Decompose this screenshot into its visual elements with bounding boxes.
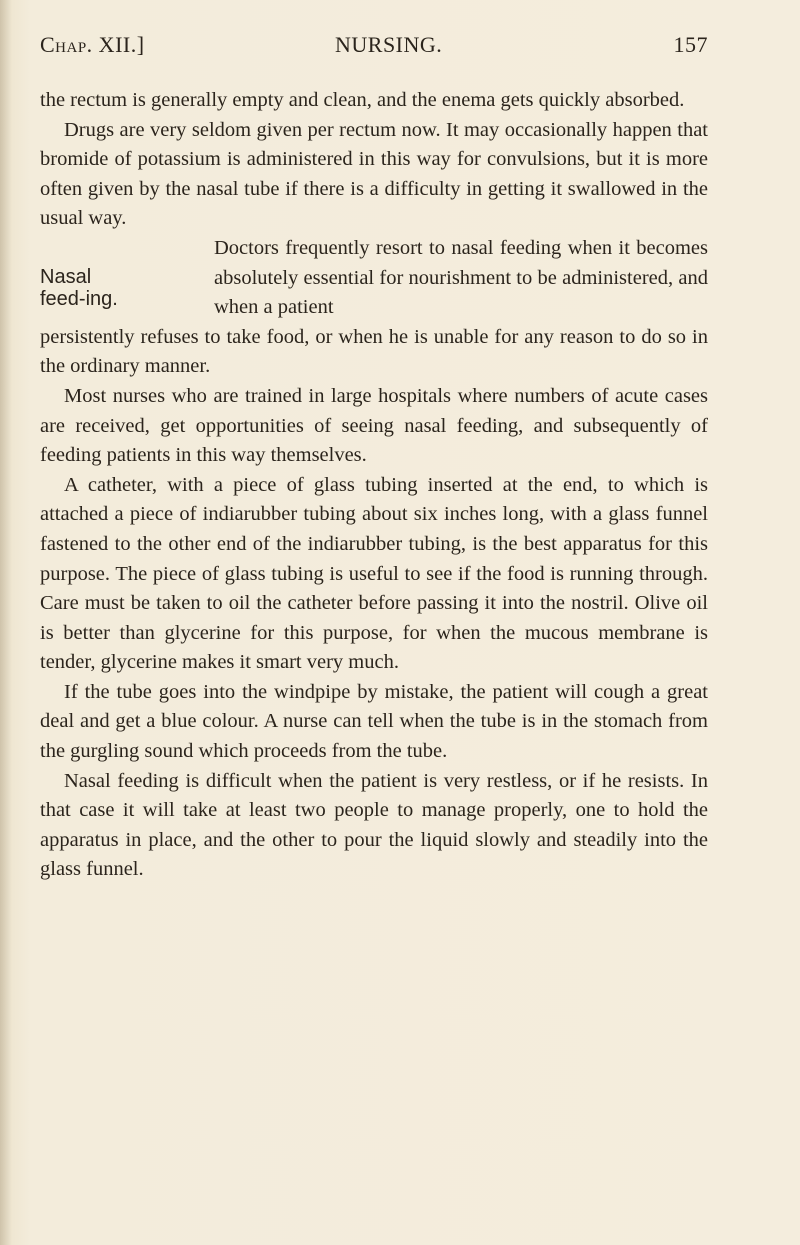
paragraph-5: A catheter, with a piece of glass tubing inserted at the end, to which is attached a piece of indiarubber tubing about six inches long, with a glass funnel fastened to the other end of the indiarubber tubing, is the best apparatus for this purpose. The piece of glass tubing is useful to see if the food is running through. Care must be taken to oil the catheter before passing it into the nostril. Olive oil is better than glycerine for this purpose, for when the mucous membrane is tender, glycerine makes it smart very much. — [40, 473, 708, 674]
chapter-label: Chap. XII.] — [40, 32, 145, 57]
paragraph-2: Drugs are very seldom given per rectum now. It may occasionally happen that bromide of potassium is administered in this way for convulsions, but it is more often given by the nasal tube if there is a difficulty in getting it swallowed in the usual way. — [40, 118, 708, 230]
page-gutter-shadow — [0, 0, 12, 1245]
running-title: NURSING. — [335, 32, 443, 57]
margin-sidenote: Nasal feed-ing. — [40, 265, 118, 310]
paragraph-3-continued: persistently refuses to take food, or when he is unable for any reason to do so in the ordinary manner. — [40, 325, 708, 378]
paragraph-4: Most nurses who are trained in large hospitals where numbers of acute cases are received, get opportunities of seeing nasal feeding, and subsequently of feeding patients in this way themselves. — [40, 384, 708, 467]
running-header — [40, 32, 708, 62]
page-number: 157 — [673, 32, 708, 57]
nasal-feeding-section — [40, 234, 708, 323]
paragraph-1: the rectum is generally empty and clean, and the enema gets quickly absorbed. — [40, 89, 685, 111]
paragraph-3-hanging: Doctors frequently resort to nasal feeding when it becomes absolutely essential for nourishment to be administered, and when a patient — [214, 236, 708, 319]
body-text — [40, 86, 708, 885]
paragraph-7: Nasal feeding is difficult when the patient is very restless, or if he resists. In that case it will take at least two people to manage properly, one to hold the apparatus in place, and the other to pour the liquid slowly and steadily into the glass funnel. — [40, 769, 708, 881]
paragraph-6: If the tube goes into the windpipe by mistake, the patient will cough a great deal and get a blue colour. A nurse can tell when the tube is in the stomach from the gurgling sound which proceeds from the tube. — [40, 680, 708, 763]
